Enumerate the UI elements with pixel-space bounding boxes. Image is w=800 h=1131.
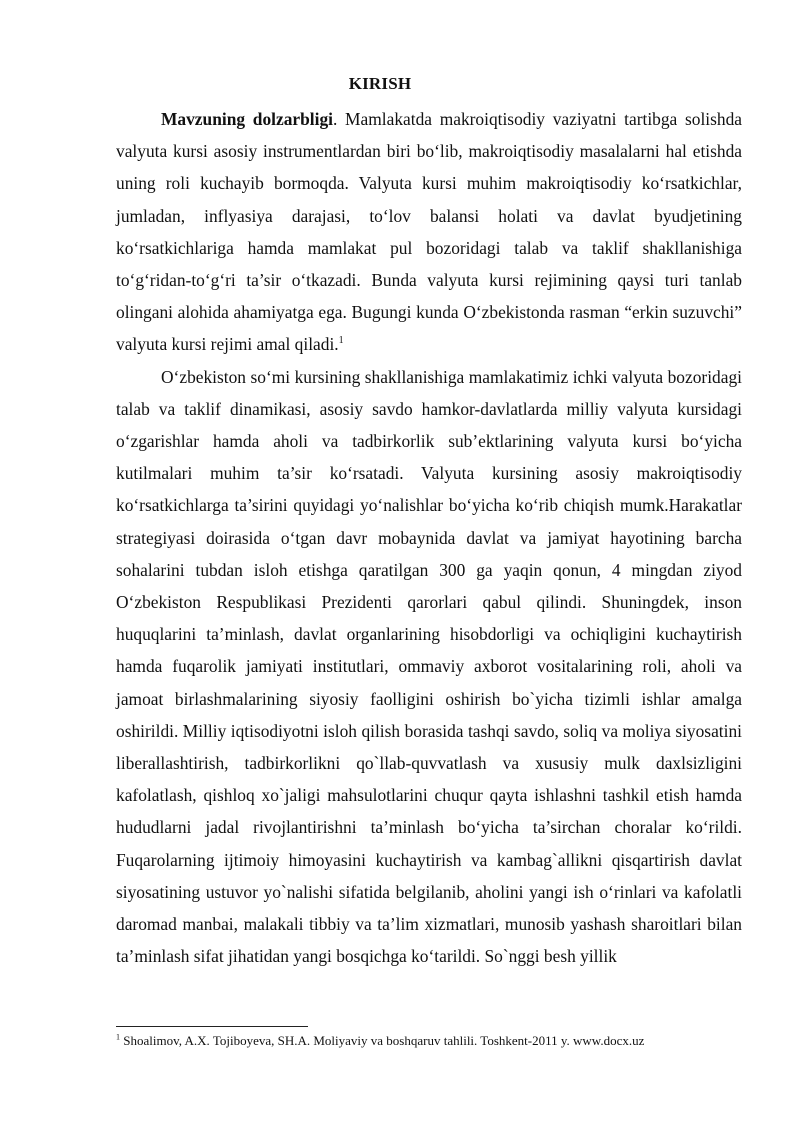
lead-term: Mavzuning dolzarbligi [161, 109, 333, 129]
paragraph-text: Mamlakatda makroiqtisodiy vaziyatni tartibga solishda valyuta kursi asosiy instrumentlardan biri bo‘lib, makroiqtisodiy masalalarni hal etishda uning roli kuchayib bormoqda. Valyuta kursi muhim makroiqtisodiy ko‘rsatkichlar, jumladan, inflyasiya darajasi, to‘lov balansi holati va davlat byudjetining ko‘rsatkichlariga hamda mamlakat pul bozoridagi talab va taklif shakllanishiga to‘g‘ridan-to‘g‘ri ta’sir o‘tkazadi. Bunda valyuta kursi rejimining qaysi turi tanlab olingani alohida ahamiyatga ega. Bugungi kunda O‘zbekistonda rasman “erkin suzuvchi” valyuta kursi rejimi amal qiladi. [116, 109, 742, 355]
body-text [116, 103, 742, 972]
paragraph-relevance [116, 103, 742, 361]
footnote-separator [116, 1026, 308, 1027]
footnote-number: 1 [116, 1032, 120, 1042]
footnote-text: Shoalimov, A.X. Tojiboyeva, SH.A. Moliyaviy va boshqaruv tahlili. Toshkent-2011 y. www.docx.uz [120, 1033, 645, 1048]
paragraph-exchange-rate: O‘zbekiston so‘mi kursining shakllanishiga mamlakatimiz ichki valyuta bozoridagi talab va taklif dinamikasi, asosiy savdo hamkor-davlatlarda milliy valyuta kursidagi o‘zgarishlar hamda aholi va tadbirkorlik sub’ektlarining valyuta kursi bo‘yicha kutilmalari muhim ta’sir ko‘rsatadi. Valyuta kursining asosiy makroiqtisodiy ko‘rsatkichlarga ta’sirini quyidagi yo‘nalishlar bo‘yicha ko‘rib chiqish mumk.Harakatlar strategiyasi doirasida o‘tgan davr mobaynida davlat va jamiyat hayotining barcha sohalarini tubdan isloh etishga qaratilgan 300 ga yaqin qonun, 4 mingdan ziyod O‘zbekiston Respublikasi Prezidenti qarorlari qabul qilindi. Shuningdek, inson huquqlarini ta’minlash, davlat organlarining hisobdorligi va ochiqligini kuchaytirish hamda fuqarolik jamiyati institutlari, ommaviy axborot vositalarining roli, aholi va jamoat birlashmalarining siyosiy faolligini oshirish bo`yicha tizimli ishlar amalga oshirildi. Milliy iqtisodiyotni isloh qilish borasida tashqi savdo, soliq va moliya siyosatini liberallashtirish, tadbirkorlikni qo`llab-quvvatlash va xususiy mulk daxlsizligini kafolatlash, qishloq xo`jaligi mahsulotlarini chuqur qayta ishlashni tashkil etish hamda hududlarni jadal rivojlantirishni ta’minlash bo‘yicha ta’sirchan choralar ko‘rildi. Fuqarolarning ijtimoiy himoyasini kuchaytirish va kambag`allikni qisqartirish davlat siyosatining ustuvor yo`nalishi sifatida belgilanib, aholini yangi ish o‘rinlari va kafolatli daromad manbai, malakali tibbiy va ta’lim xizmatlari, munosib yashash sharoitlari bilan ta’minlash sifat jihatidan yangi bosqichga ko‘tarildi. So`nggi besh yillik [116, 366, 742, 967]
section-heading: KIRISH [348, 74, 412, 93]
lead-term-punctuation: . [332, 109, 338, 129]
footnote [116, 1032, 756, 1050]
footnote-reference[interactable]: 1 [338, 335, 344, 347]
